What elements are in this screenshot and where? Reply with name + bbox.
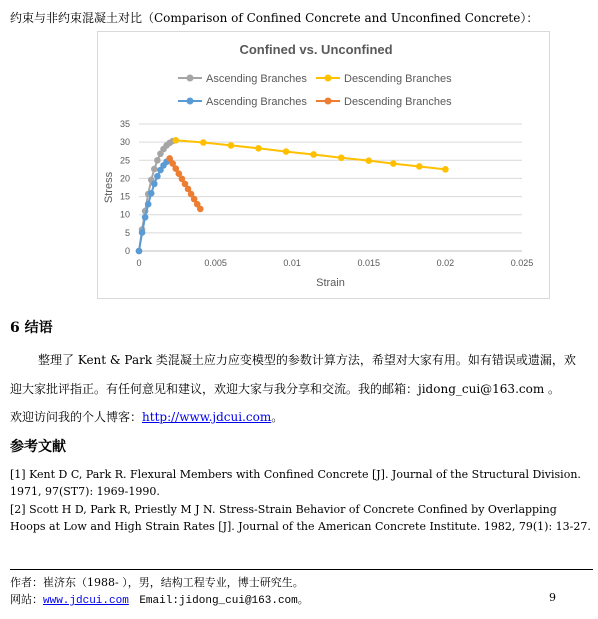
x-tick-label: 0.02 [436, 258, 455, 268]
data-point [366, 157, 373, 164]
reference-item: [1] Kent D C, Park R. Flexural Members with Confined Concrete [J]. Journal of the Structural Division. 1971, 97(ST7): 1969-1990. [10, 468, 581, 498]
data-point [145, 201, 152, 208]
x-tick-label: 0.01 [283, 258, 301, 268]
data-point [416, 163, 423, 170]
data-point [197, 206, 204, 213]
blog-link[interactable]: http://www.jdcui.com [142, 410, 272, 424]
legend-label: Ascending Branches [206, 73, 307, 85]
data-point [148, 190, 155, 197]
legend-swatch-marker [325, 75, 332, 82]
legend-label: Ascending Branches [206, 96, 307, 108]
stress-strain-chart [98, 32, 549, 298]
data-point [390, 160, 397, 167]
legend-swatch-marker [187, 75, 194, 82]
paragraph-line-2: 迎大家批评指正。有任何意见和建议，欢迎大家与我分享和交流。我的邮箱：jidong_cui@163.com 。 [10, 382, 561, 396]
data-point [154, 173, 161, 180]
data-point [228, 142, 235, 149]
data-point [142, 214, 149, 221]
x-axis-label: Strain [316, 277, 345, 289]
data-point [442, 166, 449, 173]
section-title: 6 结语 [10, 320, 53, 336]
legend-swatch-marker [187, 98, 194, 105]
footer-email: Email:jidong_cui@163.com。 [139, 595, 309, 607]
footer-author: 作者：崔济东（1988- ），男，结构工程专业，博士研究生。 [10, 576, 304, 589]
data-point [151, 181, 158, 188]
y-tick-label: 25 [119, 155, 130, 166]
y-tick-label: 0 [124, 246, 130, 256]
blog-suffix: 。 [271, 410, 284, 424]
y-tick-label: 5 [124, 227, 130, 238]
chart-frame [97, 31, 550, 299]
paragraph-line-1: 整理了 Kent & Park 类混凝土应力应变模型的参数计算方法，希望对大家有用。如有错误或遗漏，欢 [38, 353, 576, 367]
x-tick-label: 0.025 [510, 258, 534, 268]
footer-divider [10, 569, 593, 570]
y-tick-label: 35 [119, 119, 130, 129]
data-point [200, 139, 207, 146]
data-point [255, 145, 262, 152]
legend-label: Descending Branches [344, 73, 452, 85]
page-number: 9 [549, 591, 556, 604]
footer-contact [10, 591, 309, 607]
footer-site-label: 网站： [10, 593, 43, 606]
reference-item: [2] Scott H D, Park R, Priestly M J N. Stress-Strain Behavior of Concrete Confined by Overlapping Hoops at Low and High Strain Rates [J]. Journal of the American Concrete Institute. 1982, 79(1): 13-27. [10, 503, 591, 533]
y-tick-label: 20 [119, 173, 130, 184]
data-point [139, 229, 146, 236]
references-title: 参考文献 [10, 439, 66, 455]
data-point [310, 151, 317, 158]
x-tick-label: 0.015 [357, 258, 381, 268]
y-tick-label: 15 [119, 191, 130, 202]
figure-caption: 约束与非约束混凝土对比（Comparison of Confined Concrete and Unconfined Concrete）： [10, 11, 539, 25]
data-point [136, 248, 143, 255]
blog-prefix: 欢迎访问我的个人博客： [10, 410, 143, 424]
data-point [172, 137, 179, 144]
y-tick-label: 30 [119, 137, 130, 148]
y-tick-label: 10 [119, 209, 130, 220]
data-point [154, 157, 161, 164]
footer-site-link[interactable]: www.jdcui.com [43, 595, 129, 607]
series-line [139, 160, 170, 251]
legend-swatch-marker [325, 98, 332, 105]
y-axis-label: Stress [103, 171, 115, 204]
x-tick-label: 0.005 [204, 258, 227, 268]
data-point [283, 148, 290, 155]
blog-line [10, 408, 283, 425]
data-point [338, 154, 345, 161]
data-point [151, 166, 158, 173]
chart-title: Confined vs. Unconfined [239, 42, 393, 57]
x-tick-label: 0 [136, 258, 142, 268]
legend-label: Descending Branches [344, 96, 452, 108]
